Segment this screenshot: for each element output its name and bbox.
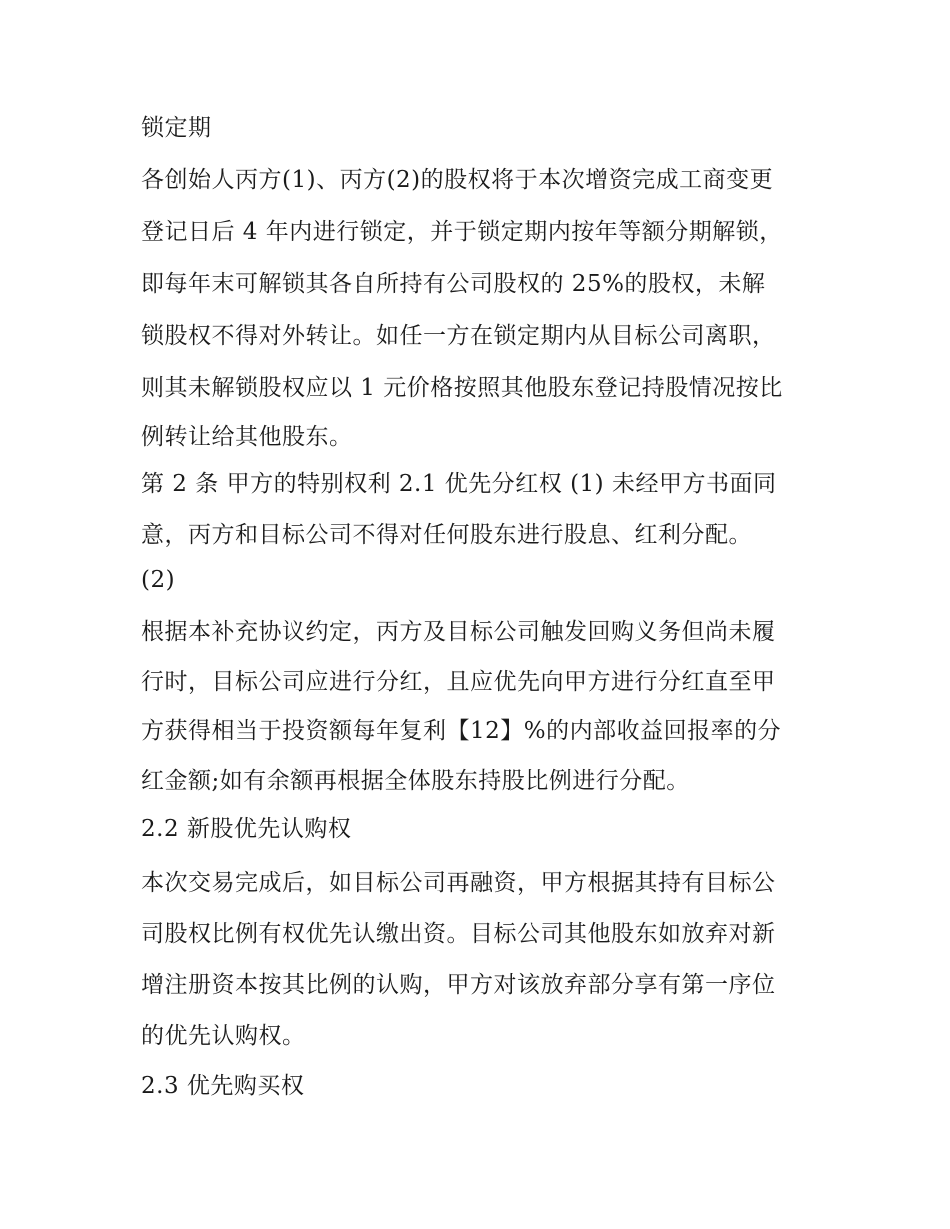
paragraph-line: 则其未解锁股权应以 1 元价格按照其他股东登记持股情况按比	[141, 375, 783, 401]
paragraph-line: 即每年末可解锁其各自所持有公司股权的 25%的股权，未解	[141, 271, 766, 297]
paragraph-line: 增注册资本按其比例的认购，甲方对该放弃部分享有第一序位	[141, 972, 776, 998]
paragraph-line: 各创始人丙方(1)、丙方(2)的股权将于本次增资完成工商变更	[141, 167, 774, 193]
paragraph-line: 本次交易完成后，如目标公司再融资，甲方根据其持有目标公	[141, 870, 776, 896]
paragraph-line: (2)	[141, 567, 176, 593]
subsection-heading-2-2: 2.2 新股优先认购权	[141, 816, 352, 842]
paragraph-line: 的优先认购权。	[141, 1023, 306, 1049]
subsection-heading-2-3: 2.3 优先购买权	[141, 1073, 305, 1099]
paragraph-line: 方获得相当于投资额每年复利【12】%的内部收益回报率的分	[141, 718, 782, 744]
paragraph-line: 红金额;如有余额再根据全体股东持股比例进行分配。	[141, 768, 690, 794]
paragraph-line: 司股权比例有权优先认缴出资。目标公司其他股东如放弃对新	[141, 921, 776, 947]
section-heading-lock-period: 锁定期	[141, 115, 212, 141]
paragraph-line: 锁股权不得对外转让。如任一方在锁定期内从目标公司离职，	[141, 323, 776, 349]
article-heading-line: 第 2 条 甲方的特别权利 2.1 优先分红权 (1) 未经甲方书面同	[141, 471, 777, 497]
paragraph-line: 登记日后 4 年内进行锁定，并于锁定期内按年等额分期解锁，	[141, 219, 783, 245]
paragraph-line: 意，丙方和目标公司不得对任何股东进行股息、红利分配。	[141, 522, 752, 548]
paragraph-line: 根据本补充协议约定，丙方及目标公司触发回购义务但尚未履	[141, 619, 776, 645]
paragraph-line: 例转让给其他股东。	[141, 424, 353, 450]
paragraph-line: 行时，目标公司应进行分红，且应优先向甲方进行分红直至甲	[141, 669, 776, 695]
